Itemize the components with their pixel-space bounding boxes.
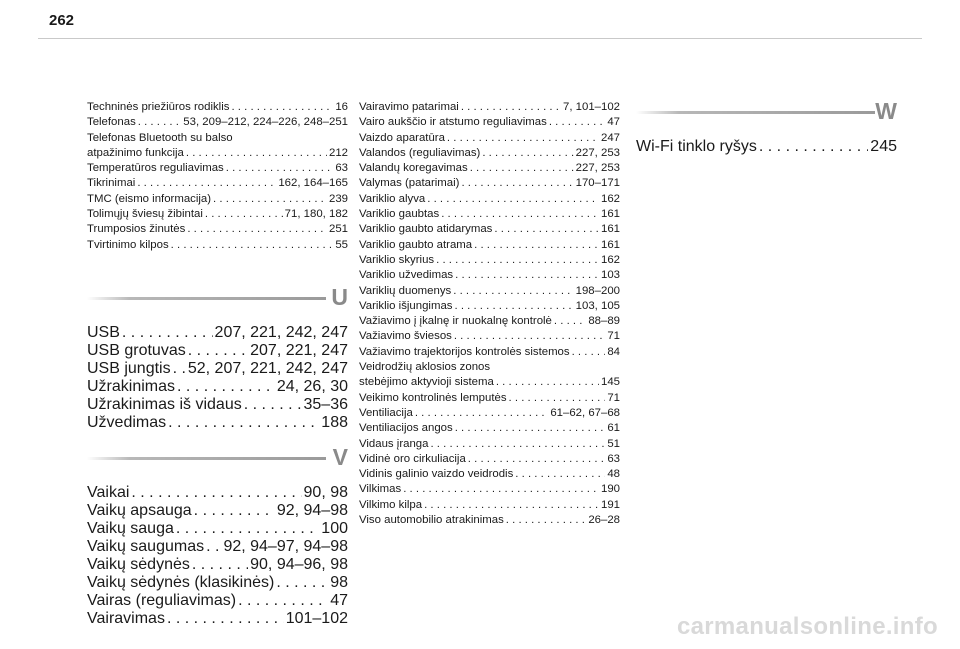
entry-term: Variklio gaubto atrama [359,238,473,251]
entry-term: Vaikų apsauga [87,502,192,519]
leader-dots [509,391,606,406]
entry-term: Užvedimas [87,414,167,431]
entry-term: Temperatūros reguliavimas [87,162,224,175]
entry-pages: 88–89 [588,315,620,328]
index-entry [87,222,348,237]
entry-pages: 53, 209–212, 224–226, 248–251 [183,116,348,129]
entry-pages: 35–36 [303,396,348,413]
entry-pages: 161 [600,223,620,236]
entry-pages: 63 [607,452,620,465]
index-entry [87,556,348,574]
entry-pages: 188 [321,414,348,431]
leader-dots [138,115,182,130]
index-entry [87,520,348,538]
entry-term: Valandos (reguliavimas) [359,146,481,159]
index-entry [359,482,620,497]
entry-pages: 100 [321,520,348,537]
section-letter: V [332,444,348,470]
leader-dots [415,406,548,421]
leader-dots [231,100,333,115]
index-entry [359,192,620,207]
entry-pages: 98 [330,574,348,591]
entry-pages: 90, 94–96, 98 [250,556,348,573]
entry-pages: 61 [607,422,620,435]
index-entry [87,414,348,432]
index-entry [87,378,348,396]
index-entry [359,222,620,237]
leader-dots [572,345,606,360]
entry-term: Vairas (reguliavimas) [87,592,237,609]
index-entry [359,268,620,283]
entry-term: atpažinimo funkcija [87,146,184,159]
index-entry [636,138,897,156]
leader-dots [131,484,301,502]
section-letter: W [875,98,897,124]
leader-dots [461,176,573,191]
entry-pages: 145 [600,376,620,389]
entry-pages: 61–62, 67–68 [550,406,620,419]
index-entry [87,610,348,628]
entry-pages: 227, 253 [575,162,620,175]
top-divider [38,38,922,39]
entry-pages: 170–171 [575,177,620,190]
entry-term: Ventiliacijos angos [359,422,453,435]
index-entry [87,207,348,222]
index-entry [359,437,620,452]
leader-dots [213,192,327,207]
leader-dots [453,284,573,299]
entry-term: Vilkimas [359,483,402,496]
entry-pages: 48 [607,468,620,481]
index-entry [359,391,620,406]
entry-term: Važiavimo į įkalnę ir nuokalnę kontrolė [359,315,552,328]
index-entry [359,345,620,360]
index-entry [87,342,348,360]
index-entry [359,100,620,115]
leader-dots [427,192,599,207]
entry-term: USB jungtis [87,360,171,377]
section-divider [636,111,875,114]
leader-dots [515,467,605,482]
index-entry [359,498,620,513]
index-entry [87,574,348,592]
entry-pages: 26–28 [588,514,620,527]
entry-term: Vidinis galinio vaizdo veidrodis [359,468,514,481]
entry-term: Vaizdo aparatūra [359,131,445,144]
section-header-w [636,100,897,130]
leader-dots [454,329,605,344]
leader-dots [403,482,599,497]
entry-term: Vairavimas [87,610,165,627]
entry-term: Vilkimo kilpa [359,498,423,511]
entry-term: Techninės priežiūros rodiklis [87,101,230,113]
entry-term: Vaikų sauga [87,520,174,537]
leader-dots [188,342,248,360]
leader-dots [441,207,599,222]
entry-term: Užrakinimas iš vidaus [87,396,242,413]
index-entry [87,484,348,502]
leader-dots [173,360,186,378]
entry-term: Trumposios žinutės [87,223,186,236]
leader-dots [474,238,599,253]
page-number: 262 [49,12,75,29]
index-entry [87,176,348,191]
leader-dots [554,314,586,329]
entry-pages: 191 [600,498,620,511]
index-entry [87,538,348,556]
index-entry [359,207,620,222]
leader-dots [759,138,868,156]
index-section-v [87,446,348,628]
leader-dots [192,556,248,574]
entry-pages: 51 [607,437,620,450]
index-entry [359,176,620,191]
entry-term: Vidinė oro cirkuliacija [359,452,466,465]
entry-term: Vaikų sėdynės (klasikinės) [87,574,275,591]
leader-dots [455,268,599,283]
entry-term: Variklio išjungimas [359,299,453,312]
index-entry [87,100,348,115]
entry-pages: 84 [607,345,620,358]
leader-dots [187,222,327,237]
index-section-w [636,100,897,156]
index-entry [359,329,620,344]
entry-pages: 71 [607,391,620,404]
entry-term: Valymas (patarimai) [359,177,460,190]
entry-pages: 103 [600,269,620,282]
leader-dots [455,421,606,436]
entry-pages: 24, 26, 30 [276,378,348,395]
entry-term: Vairavimo patarimai [359,101,459,113]
entry-term: Ventiliacija [359,406,413,419]
leader-dots [244,396,302,414]
entry-pages: 92, 94–97, 94–98 [223,538,348,555]
entry-term: TMC (eismo informacija) [87,192,212,205]
index-column-2 [359,100,620,528]
entry-term: Viso automobilio atrakinimas [359,514,504,527]
index-entry [87,592,348,610]
entry-pages: 92, 94–98 [276,502,348,519]
entry-term: USB [87,324,120,341]
entry-term: Vaikai [87,484,130,501]
entry-term-line1: Veidrodžių aklosios zonos [359,361,491,374]
index-section-u [87,286,348,432]
entry-pages: 63 [335,162,348,175]
entry-pages: 103, 105 [575,299,620,312]
leader-dots [436,253,599,268]
index-entry [87,161,348,176]
index-entry [359,467,620,482]
entry-term: stebėjimo aktyvioji sistema [359,376,494,389]
entry-term: Važiavimo trajektorijos kontrolės sistemos [359,345,570,358]
index-entry [359,421,620,436]
entry-pages: 162, 164–165 [278,177,348,190]
entry-pages: 239 [328,192,348,205]
leader-dots [122,324,213,342]
index-entry [87,396,348,414]
entry-pages: 212 [328,146,348,159]
index-entry [359,314,620,329]
entry-pages: 198–200 [575,284,620,297]
index-entry [359,161,620,176]
index-entry [359,360,620,391]
entry-pages: 71 [607,330,620,343]
entry-term: Variklio alyva [359,192,426,205]
index-column-1 [87,100,348,253]
entry-pages: 227, 253 [575,146,620,159]
index-entry [87,360,348,378]
entry-term: Užrakinimas [87,378,176,395]
leader-dots [137,176,276,191]
entry-pages: 90, 98 [303,484,348,501]
index-entry [359,253,620,268]
leader-dots [171,238,334,253]
leader-dots [176,520,319,538]
entry-pages: 162 [600,253,620,266]
index-entry [359,513,620,528]
index-entry [87,115,348,130]
leader-dots [194,502,275,520]
section-header-v [87,446,348,476]
entry-term: Variklio gaubto atidarymas [359,223,493,236]
leader-dots [276,574,328,592]
entry-pages: 52, 207, 221, 242, 247 [187,360,348,377]
leader-dots [205,207,283,222]
index-entry [359,131,620,146]
index-entry [87,192,348,207]
entry-term: USB grotuvas [87,342,186,359]
watermark-logo: carmanualsonline.info [676,613,938,640]
entry-term: Wi-Fi tinklo ryšys [636,138,757,155]
entry-term: Vaikų saugumas [87,538,205,555]
entry-term: Variklio užvedimas [359,269,454,282]
leader-dots [447,131,599,146]
leader-dots [430,437,605,452]
entry-term: Vaikų sėdynės [87,556,190,573]
index-entry [359,299,620,314]
entry-pages: 55 [335,238,348,251]
index-entry [359,452,620,467]
entry-pages: 162 [600,192,620,205]
leader-dots [454,299,573,314]
entry-pages: 251 [328,223,348,236]
index-entry [87,238,348,253]
index-entry [87,324,348,342]
section-divider [87,457,326,460]
entry-pages: 7, 101–102 [562,101,620,113]
entry-term: Važiavimo šviesos [359,330,452,343]
entry-term: Variklio skyrius [359,253,435,266]
index-entry [359,284,620,299]
entry-term: Variklių duomenys [359,284,452,297]
entry-pages: 161 [600,238,620,251]
entry-pages: 247 [600,131,620,144]
leader-dots [470,161,574,176]
leader-dots [549,115,606,130]
leader-dots [424,498,599,513]
leader-dots [238,592,328,610]
entry-term: Tikrinimai [87,177,136,190]
section-divider [87,297,326,300]
leader-dots [461,100,561,115]
entry-term-line1: Telefonas Bluetooth su balso [87,131,233,144]
entry-term: Telefonas [87,116,136,129]
index-entry [87,502,348,520]
index-entry [359,146,620,161]
leader-dots [206,538,221,556]
leader-dots [506,513,587,528]
leader-dots [168,414,319,432]
leader-dots [177,378,275,396]
leader-dots [494,222,599,237]
entry-pages: 16 [335,101,348,113]
leader-dots [167,610,284,628]
entry-term: Veikimo kontrolinės lemputės [359,391,507,404]
entry-term: Vidaus įranga [359,437,429,450]
entry-pages: 190 [600,483,620,496]
index-entry [359,115,620,130]
leader-dots [186,146,327,161]
entry-term-line2 [359,375,620,390]
entry-term: Vairo aukščio ir atstumo reguliavimas [359,116,547,129]
entry-pages: 47 [607,116,620,129]
index-entry [87,131,348,162]
index-entry [359,238,620,253]
entry-term: Valandų koregavimas [359,162,468,175]
entry-pages: 101–102 [285,610,348,627]
index-entry [359,406,620,421]
entry-pages: 207, 221, 242, 247 [214,324,348,341]
entry-pages: 245 [870,138,897,155]
leader-dots [226,161,334,176]
entry-pages: 161 [600,208,620,221]
entry-term: Tolimųjų šviesų žibintai [87,208,203,221]
section-header-u [87,286,348,316]
entry-pages: 71, 180, 182 [284,208,348,221]
leader-dots [468,452,606,467]
entry-pages: 207, 221, 247 [250,342,348,359]
entry-term: Tvirtinimo kilpos [87,238,169,251]
entry-pages: 47 [330,592,348,609]
section-letter: U [331,284,348,310]
leader-dots [496,375,599,390]
entry-term: Variklio gaubtas [359,208,440,221]
leader-dots [482,146,573,161]
entry-term-line2 [87,146,348,161]
